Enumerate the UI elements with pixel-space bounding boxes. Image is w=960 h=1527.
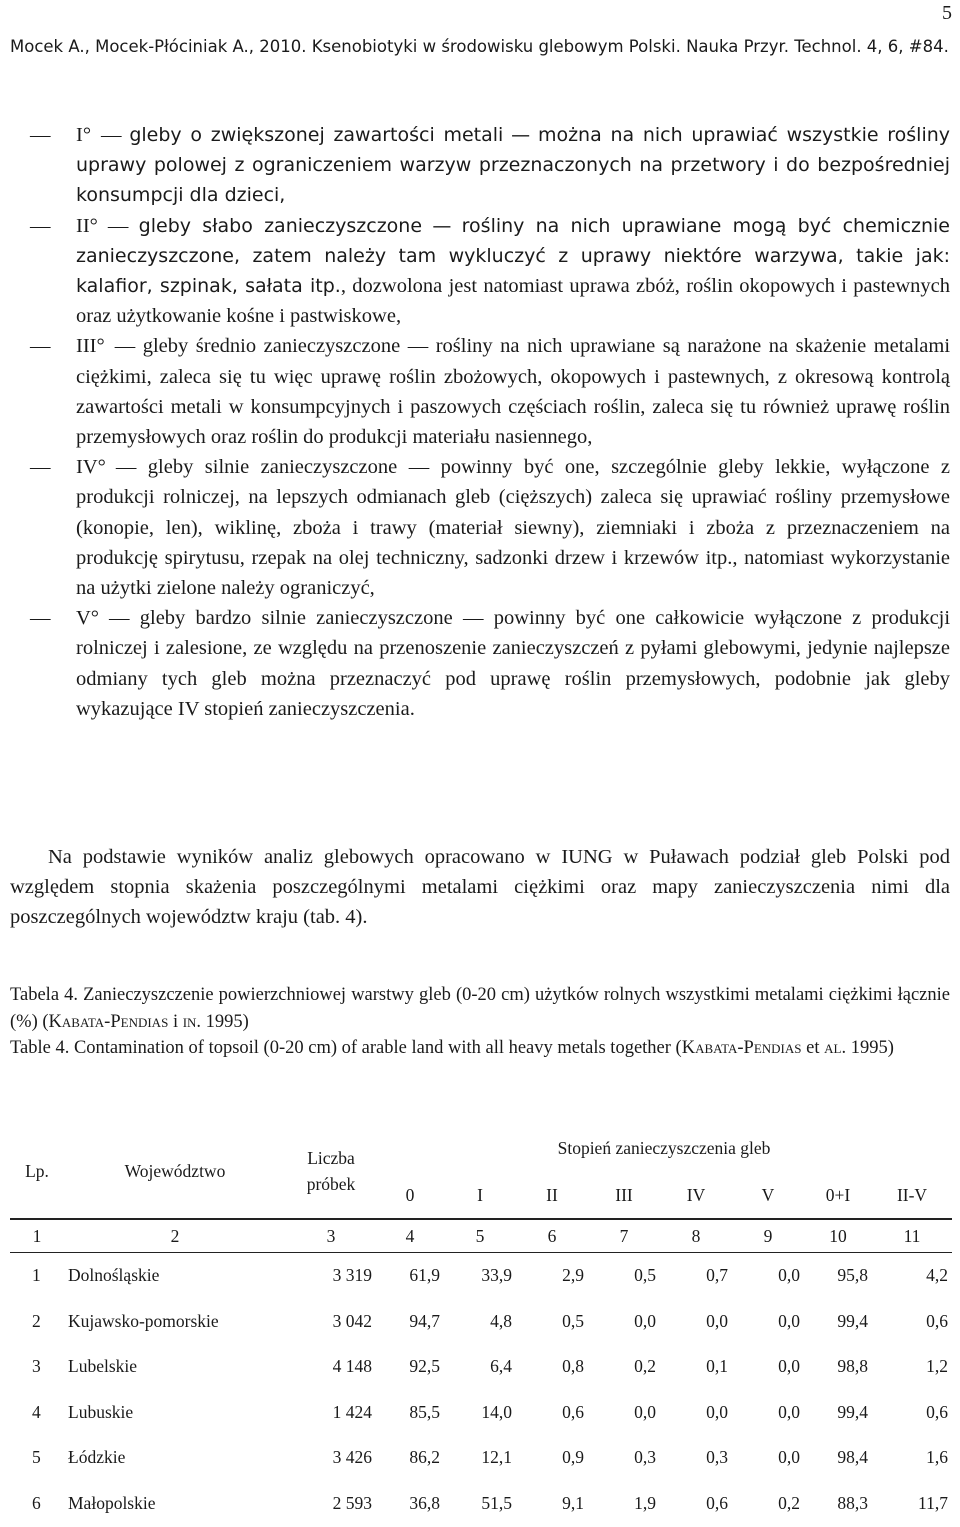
- table-cell: 0,6: [706, 1492, 728, 1513]
- column-number: 4: [376, 1219, 444, 1253]
- header-degree-group: Stopień zanieczyszczenia gleb: [557, 1137, 771, 1158]
- column-number: 10: [804, 1219, 872, 1253]
- table-cell: 0,0: [778, 1356, 800, 1377]
- table-cell: 1,2: [926, 1356, 948, 1377]
- table-cell: 4 148: [332, 1356, 372, 1377]
- table-cell: 94,7: [409, 1310, 440, 1331]
- header-degree: V: [761, 1184, 775, 1205]
- table-cell: 0,5: [634, 1265, 656, 1286]
- row-number: 1: [32, 1265, 41, 1286]
- table-cell: 0,0: [778, 1401, 800, 1422]
- degree-label: III°: [76, 335, 105, 358]
- table-cell: 0,0: [634, 1310, 656, 1331]
- degree-lead: gleby o zwiększonej zawartości metali: [129, 124, 504, 146]
- degree-text: można na nich uprawiać wszystkie rośliny uprawy polowej z ograniczeniem warzyw przeznaczonych na przetwory i do bezpośredniej konsumpcji dla dzieci,: [76, 124, 951, 207]
- table-cell: 3 426: [332, 1447, 372, 1468]
- degree-text-cont: , dozwolona jest natomiast uprawa zbóż, roślin okopowych i pastewnych oraz użytkowanie kośne i pastwiskowe,: [76, 275, 950, 328]
- table-cell: 6,4: [490, 1356, 512, 1377]
- region-name: Kujawsko-pomorskie: [68, 1310, 219, 1331]
- table-cell: 0,0: [778, 1265, 800, 1286]
- table-cell: 0,3: [706, 1447, 728, 1468]
- degree-item-IV: — IV° — gleby silnie zanieczyszczone — powinny być one, szczególnie gleby lekkie, wyłączone z produkcji rolniczej, na lepszych odmianach gleb (cięższych) zaleca się uprawiać rośliny przemysłowe (konopie, len), wiklinę, zboża i trawy (materiał siewny), ziemniaki i zboża z przeznaczeniem na produkcję spirytusu, rzepak na olej techniczny, sadzonki drzew i krzewów itp., natomiast wykorzystanie na użytki zielone należy ograniczyć,: [0, 452, 960, 603]
- degree-item-I: — I° — gleby o zwiększonej zawartości metali — można na nich uprawiać wszystkie rośliny uprawy polowej z ograniczeniem warzyw przeznaczonych na przetwory i do bezpośredniej konsumpcji dla dzieci,: [0, 120, 960, 211]
- column-number: 7: [588, 1219, 660, 1253]
- region-name: Lubelskie: [68, 1356, 138, 1377]
- table-cell: 11,7: [918, 1492, 948, 1513]
- row-number: 3: [32, 1356, 41, 1377]
- column-number: 1: [10, 1219, 64, 1253]
- column-number: 11: [872, 1219, 952, 1253]
- table-cell: 0,7: [706, 1265, 728, 1286]
- citation-header: Mocek A., Mocek-Płóciniak A., 2010. Ksenobiotyki w środowisku glebowym Polski. Nauka Przyr. Technol. 4, 6, #84.: [10, 37, 949, 56]
- table-cell: 0,0: [706, 1401, 728, 1422]
- column-number: 9: [732, 1219, 804, 1253]
- degree-label: II°: [76, 214, 98, 237]
- degree-item-III: — III° — gleby średnio zanieczyszczone — rośliny na nich uprawiane są narażone na skażenie metalami ciężkimi, zaleca się tu więc uprawę roślin zbożowych, okopowych i pastewnych, z okresową kontrolą zawartości metali w konsumpcyjnych i paszowych częściach roślin, zaleca się tu również uprawę roślin przemysłowych oraz roślin do produkcji materiału nasiennego,: [0, 331, 960, 452]
- degree-label: I°: [76, 124, 92, 146]
- contamination-table: [10, 1124, 952, 1526]
- degree-text: powinny być one całkowicie wyłączone z produkcji rolniczej i zalesione, ze względu na przenoszenie zanieczyszczeń z pyłami glebowymi, jedynie najlepsze odmiany tych gleb można przeznaczyć pod uprawę roślin przemysłowych, podobnie jak gleby wykazujące IV stopień zanieczyszczenia.: [76, 607, 951, 720]
- table-cell: 0,1: [706, 1356, 728, 1377]
- table-cell: 0,2: [634, 1356, 656, 1377]
- table-row: [10, 1299, 952, 1345]
- table-row: [10, 1435, 952, 1481]
- column-number: 5: [444, 1219, 516, 1253]
- table-cell: 0,0: [706, 1310, 728, 1331]
- header-samples: Liczba próbek: [306, 1148, 356, 1194]
- degree-lead: gleby średnio zanieczyszczone: [142, 335, 401, 358]
- degree-lead: gleby bardzo silnie zanieczyszczone: [139, 607, 453, 630]
- table-cell: 0,2: [778, 1492, 800, 1513]
- list-dash: —: [30, 124, 51, 146]
- degree-text: rośliny na nich uprawiane są narażone na skażenie metalami ciężkimi, zaleca się tu więc uprawę roślin zbożowych, okopowych i pastewnych, z okresową kontrolą zawartości metali w konsumpcyjnych i paszowych częściach roślin, zaleca się tu również uprawę roślin przemysłowych oraz roślin do produkcji materiału nasiennego,: [76, 335, 951, 449]
- table-cell: 0,9: [562, 1447, 584, 1468]
- header-region: Województwo: [124, 1160, 226, 1181]
- header-degree: III: [615, 1184, 633, 1205]
- region-name: Dolnośląskie: [68, 1265, 160, 1286]
- row-number: 4: [32, 1401, 41, 1422]
- table-cell: 14,0: [481, 1401, 512, 1422]
- table-cell: 4,8: [490, 1310, 512, 1331]
- table-cell: 86,2: [409, 1447, 440, 1468]
- column-number: 8: [660, 1219, 732, 1253]
- region-name: Małopolskie: [68, 1492, 156, 1513]
- table-cell: 88,3: [837, 1492, 868, 1513]
- table-cell: 0,6: [926, 1401, 948, 1422]
- table-cell: 1,9: [634, 1492, 656, 1513]
- table-cell: 0,0: [778, 1447, 800, 1468]
- table-row: [10, 1253, 952, 1299]
- degree-text: powinny być one, szczególnie gleby lekkie, wyłączone z produkcji rolniczej, na lepszych odmianach gleb (cięższych) zaleca się uprawiać rośliny przemysłowe (konopie, len), wiklinę, zboża i trawy (materiał siewny), ziemniaki i zboża z przeznaczeniem na produkcję spirytusu, rzepak na olej techniczny, sadzonki drzew i krzewów itp., natomiast wykorzystanie na użytki zielone należy ograniczyć,: [76, 456, 950, 600]
- table-cell: 0,0: [634, 1401, 656, 1422]
- table-caption: [10, 982, 950, 1062]
- body-paragraph: Na podstawie wyników analiz glebowych opracowano w IUNG w Puławach podział gleb Polski pod względem stopnia skażenia poszczególnymi metalami ciężkimi oraz mapy zanieczyszczenia nimi dla poszczególnych województw kraju (tab. 4).: [10, 846, 950, 929]
- table-cell: 0,8: [562, 1356, 584, 1377]
- table-cell: 95,8: [837, 1265, 868, 1286]
- caption-authors: Kabata-Pendias: [681, 1038, 802, 1058]
- header-degree: II-V: [896, 1184, 928, 1205]
- degree-text: rośliny na nich uprawiane mogą być chemicznie zanieczyszczone, zatem należy tam wykluczyć z uprawy niektóre warzywa, takie jak: kalafior, szpinak, sałata itp.: [76, 214, 950, 298]
- table-cell: 12,1: [481, 1447, 512, 1468]
- table-cell: 61,9: [409, 1265, 440, 1286]
- degree-lead: gleby słabo zanieczyszczone: [138, 214, 423, 237]
- header-degree: 0: [405, 1184, 415, 1205]
- table-cell: 98,8: [837, 1356, 868, 1377]
- degree-item-V: — V° — gleby bardzo silnie zanieczyszczone — powinny być one całkowicie wyłączone z produkcji rolniczej i zalesione, ze względu na przenoszenie zanieczyszczeń z pyłami glebowymi, jedynie najlepsze odmiany tych gleb można przeznaczyć pod uprawę roślin przemysłowych, podobnie jak gleby wykazujące IV stopień zanieczyszczenia.: [0, 603, 960, 724]
- header-degree: II: [546, 1184, 558, 1205]
- header-degree: I: [477, 1184, 483, 1205]
- table-cell: 0,6: [926, 1310, 948, 1331]
- table-cell: 9,1: [562, 1492, 584, 1513]
- column-number: 6: [516, 1219, 588, 1253]
- table-cell: 1 424: [332, 1401, 372, 1422]
- column-number: 2: [64, 1219, 286, 1253]
- table-cell: 0,3: [634, 1447, 656, 1468]
- table-cell: 1,6: [926, 1447, 948, 1468]
- table-cell: 99,4: [837, 1401, 868, 1422]
- row-number: 5: [32, 1447, 41, 1468]
- table-row: [10, 1481, 952, 1527]
- table-cell: 0,6: [562, 1401, 584, 1422]
- table-cell: 4,2: [926, 1265, 948, 1286]
- degree-label: IV°: [76, 456, 106, 479]
- header-degree: 0+I: [825, 1184, 851, 1205]
- table-cell: 0,0: [778, 1310, 800, 1331]
- table-cell: 36,8: [409, 1492, 440, 1513]
- row-number: 2: [32, 1310, 41, 1331]
- list-dash: —: [30, 607, 51, 630]
- table-cell: 92,5: [409, 1356, 440, 1377]
- table-cell: 99,4: [837, 1310, 868, 1331]
- caption-authors: Kabata-Pendias: [48, 1011, 169, 1032]
- caption-polish: Tabela 4. Zanieczyszczenie powierzchniowej warstwy gleb (0-20 cm) użytków rolnych wszystkimi metalami ciężkimi łącznie (%) (Kabata-Pendias i in. 1995): [10, 985, 950, 1032]
- header-lp: Lp.: [25, 1160, 49, 1181]
- table-cell: 51,5: [481, 1492, 512, 1513]
- column-number: 3: [286, 1219, 376, 1253]
- table-cell: 33,9: [481, 1265, 512, 1286]
- table-row: [10, 1344, 952, 1390]
- degree-lead: gleby silnie zanieczyszczone: [147, 456, 398, 479]
- page-number: 5: [942, 2, 952, 24]
- table-cell: 2 593: [332, 1492, 372, 1513]
- degree-label: V°: [76, 607, 100, 630]
- pollution-degree-list: [0, 120, 960, 724]
- table-cell: 98,4: [837, 1447, 868, 1468]
- region-name: Lubuskie: [68, 1401, 134, 1422]
- table-cell: 0,5: [562, 1310, 584, 1331]
- column-number-row: [10, 1219, 952, 1253]
- table-cell: 3 319: [332, 1265, 372, 1286]
- table-row: [10, 1390, 952, 1436]
- row-number: 6: [32, 1492, 41, 1513]
- degree-item-II: — II° — gleby słabo zanieczyszczone — rośliny na nich uprawiane mogą być chemicznie zanieczyszczone, zatem należy tam wykluczyć z uprawy niektóre warzywa, takie jak: kalafior, szpinak, sałata itp., dozwolona jest natomiast uprawa zbóż, roślin okopowych i pastewnych oraz użytkowanie kośne i pastwiskowe,: [0, 211, 960, 332]
- list-dash: —: [30, 214, 51, 237]
- list-dash: —: [30, 335, 51, 358]
- table-cell: 85,5: [409, 1401, 440, 1422]
- table-header-row: [10, 1124, 952, 1172]
- table-cell: 3 042: [332, 1310, 372, 1331]
- region-name: Łódzkie: [68, 1447, 126, 1468]
- list-dash: —: [30, 456, 51, 479]
- caption-english: Table 4. Contamination of topsoil (0-20 cm) of arable land with all heavy metals together (Kabata-Pendias et al. 1995): [10, 1038, 894, 1058]
- table-cell: 2,9: [562, 1265, 584, 1286]
- header-degree: IV: [686, 1184, 706, 1205]
